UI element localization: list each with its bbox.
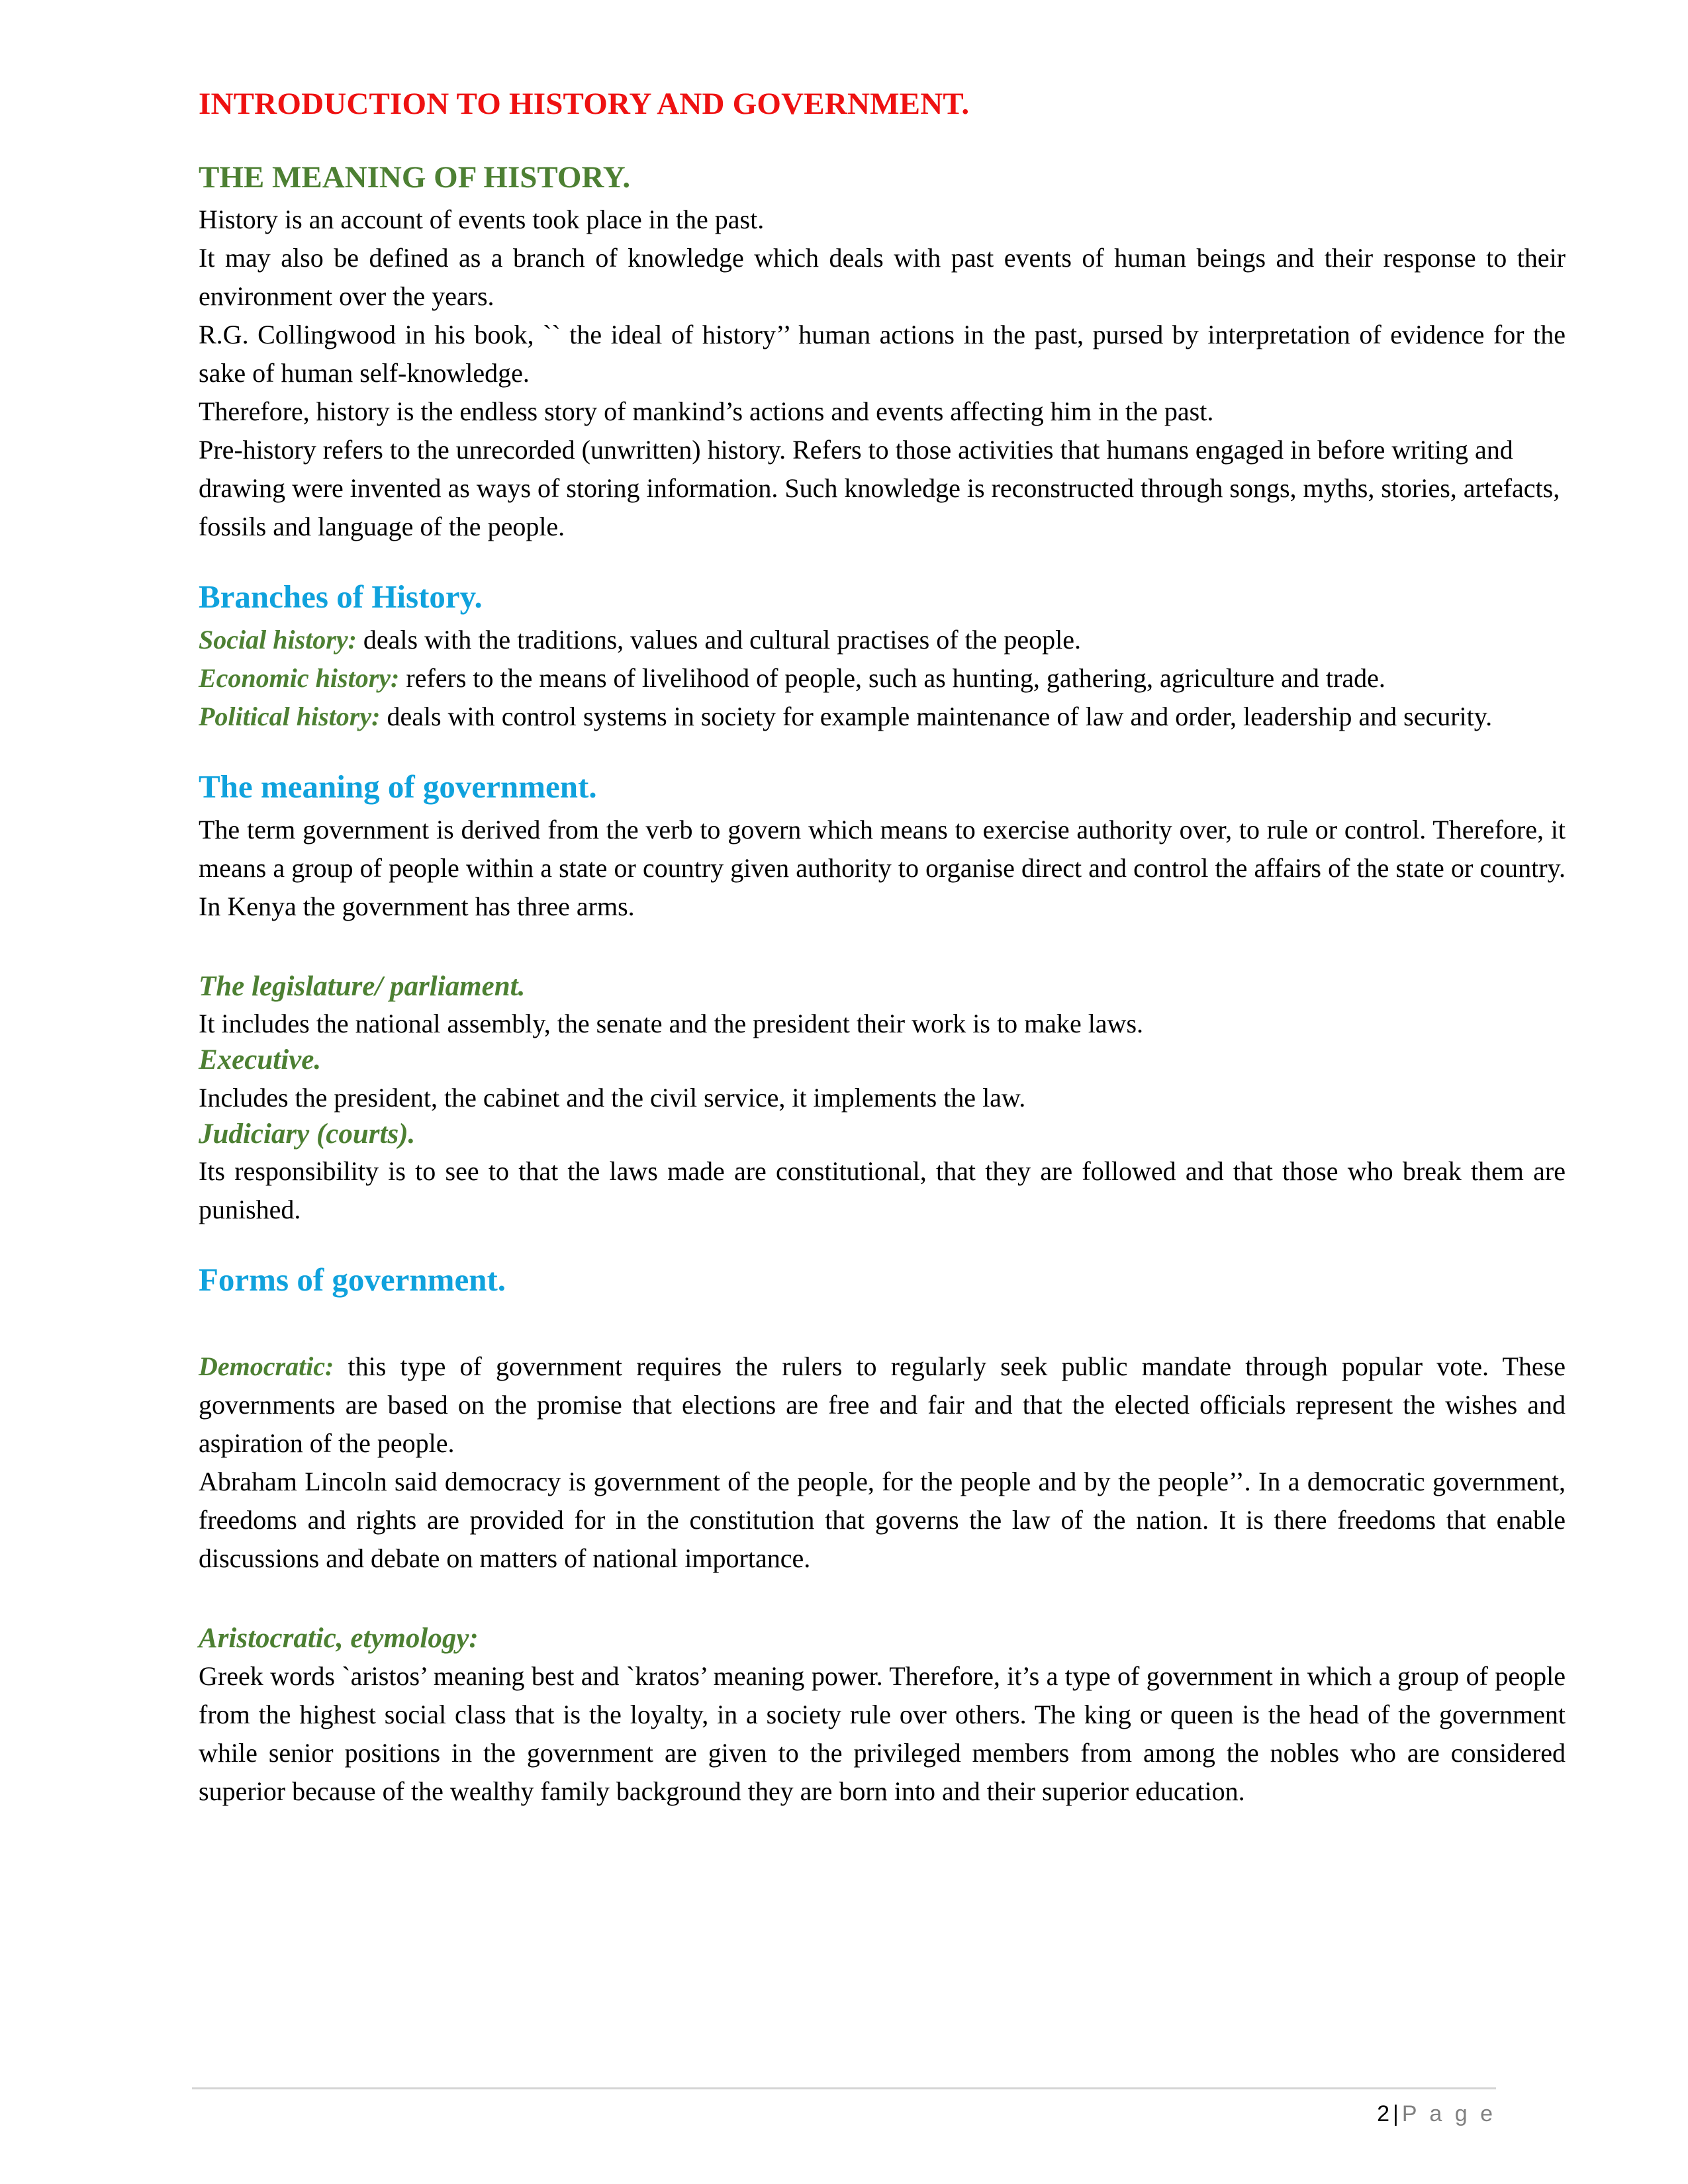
paragraph-history-definition-1: History is an account of events took place in the past. xyxy=(199,204,765,234)
form-heading-aristocratic: Aristocratic, etymology: xyxy=(199,1623,479,1655)
spacer xyxy=(199,926,1566,970)
branch-political-history-lead: Political history: xyxy=(199,701,381,731)
paragraph-history-definition-2: It may also be defined as a branch of knowledge which deals with past events of human beings and their response to their environment over the years. xyxy=(199,242,1566,311)
form-democratic-lead: Democratic: xyxy=(199,1351,334,1382)
branch-social-history xyxy=(199,621,1566,659)
footer-page-indicator xyxy=(192,2089,1496,2127)
paragraph-abraham-lincoln: Abraham Lincoln said democracy is government of the people, for the people and by the people’’. In a democratic government, freedoms and rights are provided for in the constitution that governs the law of the nation. It is there freedoms that enable discussions and debate on matters of national importance. xyxy=(199,1467,1566,1574)
page-footer xyxy=(192,2087,1496,2127)
page-content xyxy=(199,86,1566,1811)
page-title: INTRODUCTION TO HISTORY AND GOVERNMENT. xyxy=(199,87,970,121)
paragraph-endless-story: Therefore, history is the endless story of mankind’s actions and events affecting him in the past. xyxy=(199,396,1214,426)
branch-social-history-lead: Social history: xyxy=(199,624,357,655)
arm-heading-executive: Executive. xyxy=(199,1044,322,1076)
arm-text-legislature: It includes the national assembly, the senate and the president their work is to make laws. xyxy=(199,1009,1144,1039)
form-democratic-text: this type of government requires the rulers to regularly seek public mandate through popular vote. These governments are based on the promise that elections are free and fair and that the elected officials represent the wishes and aspiration of the people. xyxy=(199,1351,1566,1459)
section-heading-forms-of-government: Forms of government. xyxy=(199,1261,506,1298)
paragraph-collingwood: R.G. Collingwood in his book, `` the ideal of history’’ human actions in the past, pursed by interpretation of evidence for the sake of human self-knowledge. xyxy=(199,319,1566,388)
arm-heading-legislature: The legislature/ parliament. xyxy=(199,970,526,1002)
branch-economic-history xyxy=(199,659,1566,698)
form-aristocratic-text: Greek words `aristos’ meaning best and `kratos’ meaning power. Therefore, it’s a type of government in which a group of people from the highest social class that is the loyalty, in a society rule over others. The king or queen is the head of the government while senior positions in the government are given to the privileged members from among the nobles who are considered superior because of the wealthy family background they are born into and their superior education. xyxy=(199,1661,1566,1806)
footer-page-number: 2 xyxy=(1377,2101,1393,2126)
branch-economic-history-text: refers to the means of livelihood of people, such as hunting, gathering, agriculture and trade. xyxy=(399,662,1385,693)
footer-separator: | xyxy=(1393,2101,1402,2126)
spacer xyxy=(199,1229,1566,1261)
branch-economic-history-lead: Economic history: xyxy=(199,662,400,693)
section-heading-meaning-of-history: THE MEANING OF HISTORY. xyxy=(199,160,631,195)
arm-heading-judiciary: Judiciary (courts). xyxy=(199,1118,416,1150)
footer-page-label: P a g e xyxy=(1401,2101,1496,2126)
spacer xyxy=(199,1578,1566,1621)
spacer xyxy=(199,1304,1566,1347)
paragraph-pre-history: Pre-history refers to the unrecorded (unwritten) history. Refers to those activities that humans engaged in before writing and drawing were invented as ways of storing information. Such knowledge is reconstructed through songs, myths, stories, artefacts, fossils and language of the people. xyxy=(199,434,1560,541)
form-democratic xyxy=(199,1347,1566,1463)
branch-political-history-text: deals with control systems in society for example maintenance of law and order, leadership and security. xyxy=(380,701,1493,731)
section-heading-branches-of-history: Branches of History. xyxy=(199,578,483,615)
arm-text-executive: Includes the president, the cabinet and the civil service, it implements the law. xyxy=(199,1082,1026,1113)
branch-social-history-text: deals with the traditions, values and cultural practises of the people. xyxy=(356,624,1082,655)
section-heading-meaning-of-government: The meaning of government. xyxy=(199,768,597,805)
spacer xyxy=(199,736,1566,768)
branch-political-history xyxy=(199,698,1566,736)
paragraph-government-definition: The term government is derived from the verb to govern which means to exercise authority over, to rule or control. Therefore, it means a group of people within a state or country given authority to organise direct and control the affairs of the state or country. In Kenya the government has three arms. xyxy=(199,814,1566,921)
spacer xyxy=(199,546,1566,578)
arm-text-judiciary: Its responsibility is to see to that the laws made are constitutional, that they are followed and that those who break them are punished. xyxy=(199,1156,1566,1225)
